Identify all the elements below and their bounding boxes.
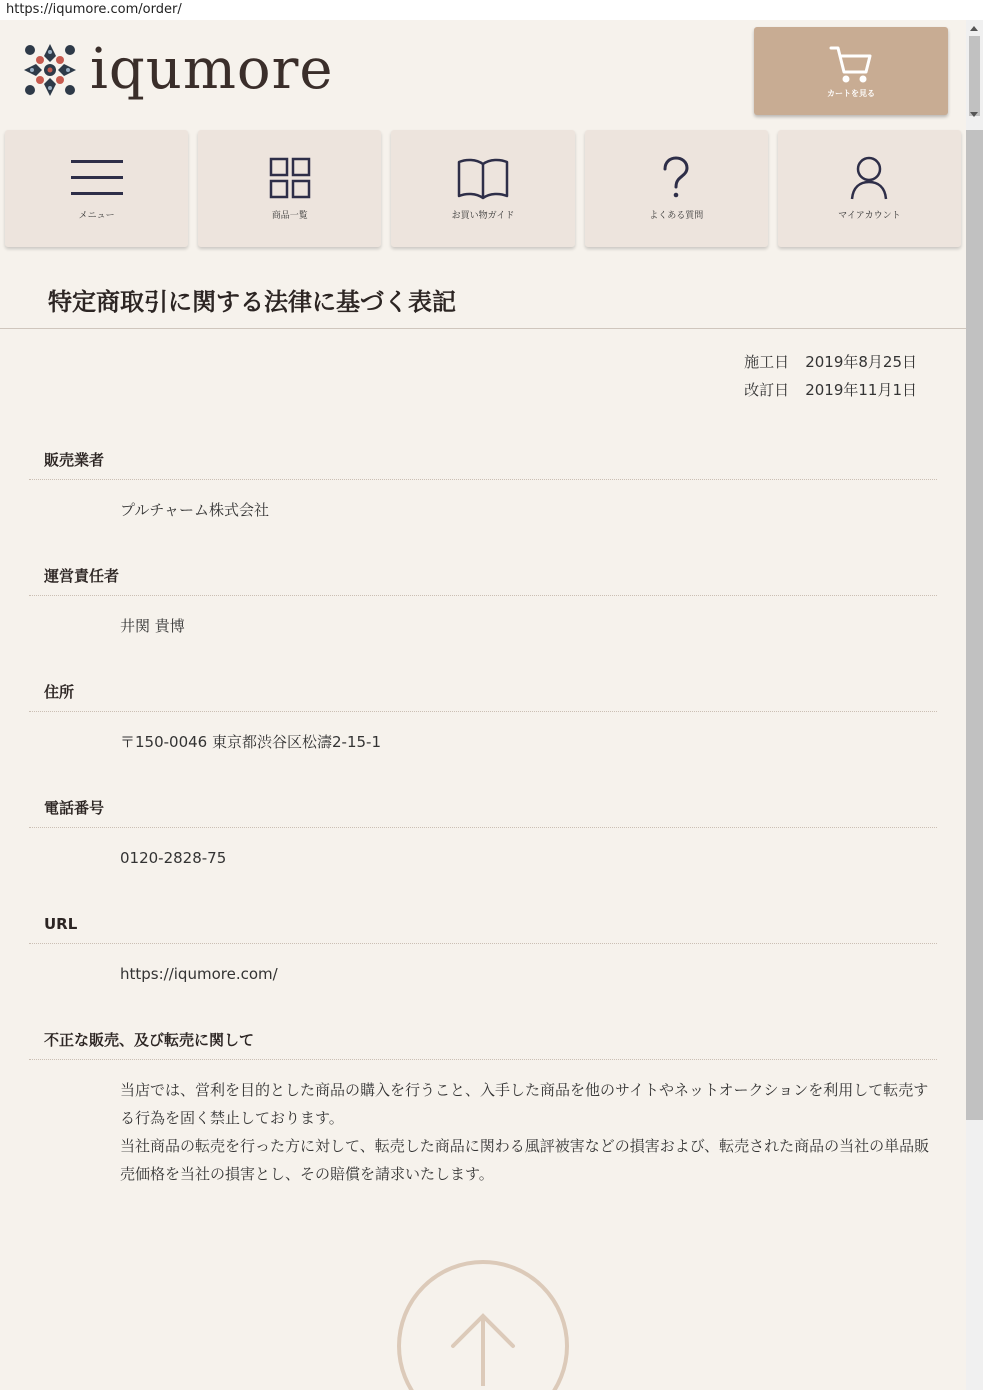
nav-label: メニュー [78, 211, 115, 221]
arrow-up-icon [443, 1306, 523, 1386]
section-body: プルチャーム株式会社 [120, 501, 269, 519]
section-resale [29, 1020, 937, 1188]
nav-label: よくある質問 [649, 211, 704, 221]
section-phone [29, 788, 937, 872]
section-heading: URL [29, 904, 937, 944]
nav-item-my-account[interactable] [778, 130, 961, 247]
revision-date: 改訂日 2019年11月1日 [744, 381, 917, 399]
section-body [29, 1060, 937, 1188]
scroll-up-arrow[interactable] [970, 26, 978, 31]
page-title: 特定商取引に関する法律に基づく表記 [48, 287, 456, 316]
view-cart-button[interactable] [754, 27, 948, 115]
logo-text: iqumore [90, 37, 334, 102]
revision-dates [744, 348, 917, 404]
cart-label: カートを見る [827, 88, 875, 98]
section-heading: 不正な販売、及び転売に関して [29, 1020, 937, 1060]
cart-icon [829, 44, 873, 86]
section-seller [29, 440, 937, 524]
section-heading: 電話番号 [29, 788, 937, 828]
nav-label: マイアカウント [838, 211, 901, 221]
book-icon [456, 156, 510, 200]
hamburger-icon [69, 156, 125, 200]
section-url [29, 904, 937, 988]
section-manager [29, 556, 937, 640]
title-divider [0, 328, 966, 329]
section-heading: 運営責任者 [29, 556, 937, 596]
section-body: 0120-2828-75 [120, 849, 227, 867]
resale-paragraph-2: 当社商品の転売を行った方に対して、転売した商品に関わる風評被害などの損害および、転売された商品の当社の単品販売価格を当社の損害とし、その賠償を請求いたします。 [120, 1137, 930, 1183]
address-bar[interactable]: https://iqumore.com/order/ [0, 0, 983, 20]
section-address [29, 672, 937, 756]
question-icon [659, 156, 693, 200]
main-nav [5, 130, 961, 247]
nav-item-shopping-guide[interactable] [391, 130, 574, 247]
page-scrollbar-thumb[interactable] [966, 130, 983, 1120]
scroll-down-arrow[interactable] [970, 112, 978, 117]
site-logo[interactable] [20, 37, 334, 102]
resale-paragraph-1: 当店では、営利を目的とした商品の購入を行うこと、入手した商品を他のサイトやネットオークションを利用して転売する行為を固く禁止しております。 [120, 1081, 929, 1127]
section-body-link[interactable]: https://iqumore.com/ [120, 965, 278, 983]
scroll-thumb[interactable] [969, 36, 980, 116]
section-body: 井関 貴博 [120, 617, 185, 635]
section-heading: 販売業者 [29, 440, 937, 480]
user-icon [849, 156, 889, 200]
enforcement-date: 施工日 2019年8月25日 [744, 353, 917, 371]
section-heading: 住所 [29, 672, 937, 712]
nav-item-menu[interactable] [5, 130, 188, 247]
logo-ornament-icon [20, 40, 80, 100]
back-to-top-button[interactable] [397, 1260, 569, 1390]
section-body: 〒150-0046 東京都渋谷区松濤2-15-1 [120, 733, 381, 751]
nav-label: 商品一覧 [271, 211, 308, 221]
page-viewport [0, 20, 966, 1390]
nav-label: お買い物ガイド [451, 211, 515, 221]
grid-icon [268, 156, 312, 200]
nav-item-products[interactable] [198, 130, 381, 247]
nav-item-faq[interactable] [585, 130, 768, 247]
